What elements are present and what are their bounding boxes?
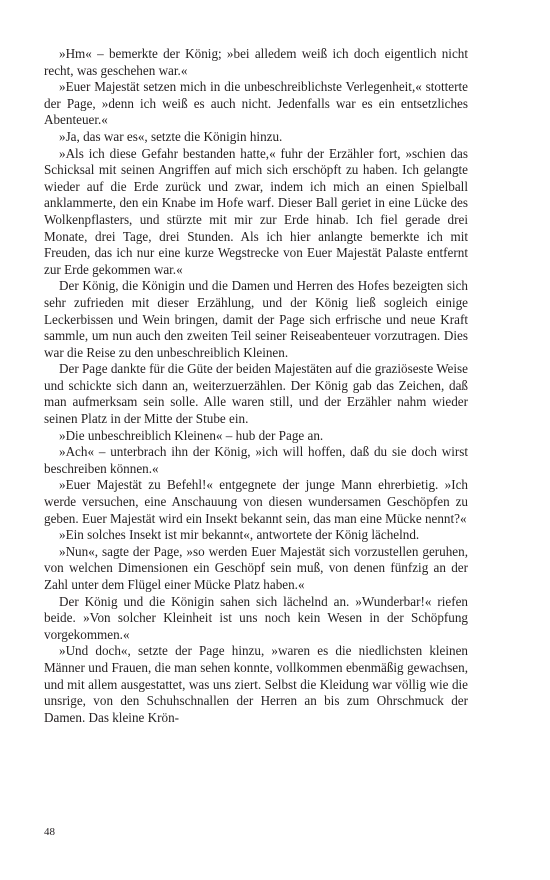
paragraph: »Nun«, sagte der Page, »so werden Euer Majestät sich vorzustellen geruhen, von welchen Dimensionen ein Geschöpf sein muß, von denen fünfzig an der Zahl unter dem Flügel einer Mücke Platz haben.«: [44, 543, 468, 592]
paragraph: Der Page dankte für die Güte der beiden Majestäten auf die graziöseste Weise und schickte sich dann an, weiterzuerzählen. Der König gab das Zeichen, daß man aufmerksam sein solle. Alle waren still, und der Erzähler nahm wieder seinen Platz in der Mitte der Stube ein.: [44, 361, 468, 427]
paragraph: Der König, die Königin und die Damen und Herren des Hofes bezeigten sich sehr zufrieden mit dieser Erzählung, und der König ließ sogleich einige Leckerbissen und Wein bringen, damit der Page sich erfrische und neue Kraft sammle, um nun auch den zweiten Teil seiner Reiseabenteuer vorzutragen. Dies war die Reise zu den unbeschreiblich Kleinen.: [44, 278, 468, 360]
paragraph: »Ja, das war es«, setzte die Königin hinzu.: [59, 128, 283, 144]
paragraph: »Als ich diese Gefahr bestanden hatte,« fuhr der Erzähler fort, »schien das Schicksal mit seinen Angriffen auf mich sich erschöpft zu haben. Ich gelangte wieder auf die Erde zurück und zwar, indem ich mich an einen Spielball anklammerte, den ein Knabe im Hofe warf. Dieser Ball geriet in eine Lücke des Wolkenpflasters, und stürzte mit mir zur Erde hinab. Ich fiel gerade drei Monate, drei Tage, drei Stunden. Als ich hier anlangte bemerkte ich mit Freuden, das ich nur eine kurze Wegstrecke von Euer Majestät Palaste entfernt zur Erde gekommen war.«: [44, 145, 468, 277]
paragraph: »Die unbeschreiblich Kleinen« – hub der Page an.: [59, 427, 324, 443]
paragraph: »Euer Majestät setzen mich in die unbeschreiblichste Verlegenheit,« stotterte der Page, »denn ich weiß es auch nicht. Jedenfalls war es ein entsetzliches Abenteuer.«: [44, 79, 468, 128]
paragraph: »Ach« – unterbrach ihn der König, »ich will hoffen, daß du sie doch wirst beschreiben können.«: [44, 444, 468, 476]
paragraph: »Ein solches Insekt ist mir bekannt«, antwortete der König lächelnd.: [59, 527, 420, 543]
page-number: 48: [44, 826, 55, 838]
book-page-body: [44, 46, 468, 726]
paragraph: »Euer Majestät zu Befehl!« entgegnete der junge Mann ehrerbietig. »Ich werde versuchen, eine Anschauung von diesen wundersamen Geschöpfen zu geben. Euer Majestät wird ein Insekt bekannt sein, das man eine Mücke nennt?«: [44, 477, 468, 526]
paragraph: Der König und die Königin sahen sich lächelnd an. »Wunderbar!« riefen beide. »Von solcher Kleinheit ist uns noch kein Wesen in der Schöpfung vorgekommen.«: [44, 593, 468, 642]
paragraph: »Und doch«, setzte der Page hinzu, »waren es die niedlichsten kleinen Männer und Frauen, die man sehen konnte, vollkommen ebenmäßig gewachsen, und mit allem ausgestattet, was uns ziert. Selbst die Kleidung war völlig wie die unsrige, von den Schuhschnallen der Herren an bis zum Ohrschmuck der Damen. Das kleine Krön-: [44, 643, 468, 725]
paragraph: »Hm« – bemerkte der König; »bei alledem weiß ich doch eigentlich nicht recht, was geschehen war.«: [44, 46, 468, 78]
